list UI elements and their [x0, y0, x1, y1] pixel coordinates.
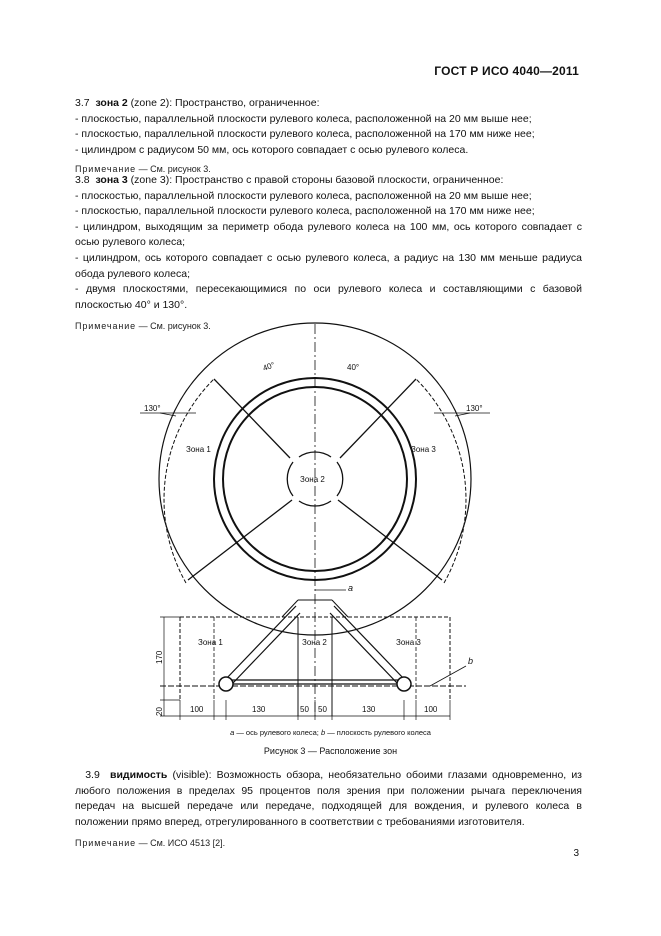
- dim-170: 170: [155, 650, 164, 664]
- dim-100-left: 100: [190, 705, 204, 714]
- dim-130-left: 130: [252, 705, 266, 714]
- zone1-outer-arc: [164, 379, 214, 583]
- note-label: Примечание: [75, 838, 137, 849]
- zone3-label: Зона 3: [411, 445, 436, 454]
- term: видимость: [110, 769, 168, 781]
- angle-label-left: 130°: [144, 404, 161, 413]
- rim-section-right: [397, 677, 411, 691]
- angle-label-top-right: 40°: [347, 363, 360, 372]
- page-number: 3: [573, 848, 579, 859]
- note-text: — См. ИСО 4513 [2].: [136, 838, 226, 849]
- dim-100-right: 100: [424, 705, 438, 714]
- legend-b: b: [320, 728, 326, 737]
- boundary-line-tl: [214, 379, 290, 458]
- definition-intro: (zone 2): Пространство, ограниченное:: [127, 97, 320, 109]
- definition-text: (visible): Возможность обзора, необязательно обоими глазами одновременно, из любого положения в пределах 95 процентов поля зрения при положении рычага переключения передач на высшей передаче или передаче, подходящей для вождения, и рулевого колеса в положении прямо вперед, отрегулированного в соответствии с требованиями изготовителя.: [75, 769, 582, 828]
- list-item: - цилиндром с радиусом 50 мм, ось которого совпадает с осью рулевого колеса.: [75, 143, 469, 156]
- section-3-9-text: [75, 768, 582, 830]
- rim-section-left: [219, 677, 233, 691]
- zone3-outer-arc: [416, 379, 466, 583]
- zone3-side-label: Зона 3: [396, 638, 421, 647]
- list-item: - цилиндром, ось которого совпадает с осью рулевого колеса, а радиус на 130 мм меньше радиуса обода рулевого колеса;: [75, 251, 582, 280]
- zone2-arc-left: [287, 462, 293, 496]
- angle-label-right: 130°: [466, 404, 483, 413]
- section-number: 3.9: [85, 769, 100, 781]
- dim-20: 20: [155, 707, 164, 716]
- section-3-8: [75, 173, 582, 335]
- list-item: - плоскостью, параллельной плоскости рулевого колеса, расположенной на 170 мм ниже нее;: [75, 128, 535, 141]
- zone2-side-label: Зона 2: [302, 638, 327, 647]
- dim-130-right: 130: [362, 705, 376, 714]
- label-b: b: [468, 656, 474, 666]
- section-3-7-heading: [75, 96, 582, 112]
- zones-figure: [120, 316, 483, 720]
- boundary-line-tr: [340, 379, 416, 458]
- legend-a: a: [230, 728, 235, 737]
- boundary-line-br: [338, 500, 442, 580]
- label-a: a: [348, 583, 354, 593]
- note-label: Примечание: [75, 321, 137, 332]
- zone1-label: Зона 1: [186, 445, 211, 454]
- list-item: - плоскостью, параллельной плоскости рулевого колеса, расположенной на 20 мм выше нее;: [75, 189, 532, 202]
- note: [75, 836, 582, 852]
- figure-legend: [0, 728, 661, 737]
- dim-50-right: 50: [318, 705, 327, 714]
- list-item: - цилиндром, выходящим за периметр обода рулевого колеса на 100 мм, ось которого совпадает с осью рулевого колеса;: [75, 220, 582, 249]
- legend-a-text: — ось рулевого колеса;: [234, 728, 321, 737]
- term: зона 2: [95, 97, 128, 109]
- leader-b: [430, 666, 466, 686]
- boundary-line-bl: [188, 500, 292, 580]
- definition-intro: (zone 3): Пространство с правой стороны базовой плоскости, ограниченное:: [127, 174, 504, 186]
- section-3-7: [75, 96, 582, 178]
- term: зона 3: [95, 174, 128, 186]
- figure-caption: Рисунок 3 — Расположение зон: [263, 746, 398, 756]
- section-number: 3.7: [75, 97, 90, 109]
- dim-50-left: 50: [300, 705, 309, 714]
- section-3-8-heading: [75, 173, 582, 189]
- list-item: - плоскостью, параллельной плоскости рулевого колеса, расположенной на 170 мм ниже нее;: [75, 205, 535, 218]
- document-code: ГОСТ Р ИСО 4040—2011: [434, 64, 579, 78]
- zone2-arc-right: [337, 462, 343, 496]
- section-number: 3.8: [75, 174, 90, 186]
- legend-b-text: — плоскость рулевого колеса: [325, 728, 431, 737]
- note-text: — См. рисунок 3.: [136, 321, 211, 332]
- zone1-side-label: Зона 1: [198, 638, 223, 647]
- note-text: — См. рисунок 3.: [136, 164, 211, 175]
- section-3-9: [75, 768, 582, 852]
- angle-label-top-left: 40°: [261, 360, 277, 373]
- list-item: - двумя плоскостями, пересекающимися по оси рулевого колеса и составляющими с базовой плоскостью 40° и 130°.: [75, 283, 582, 311]
- zone2-label: Зона 2: [300, 475, 325, 484]
- note-label: Примечание: [75, 164, 137, 175]
- list-item: - плоскостью, параллельной плоскости рулевого колеса, расположенной на 20 мм выше нее;: [75, 112, 532, 125]
